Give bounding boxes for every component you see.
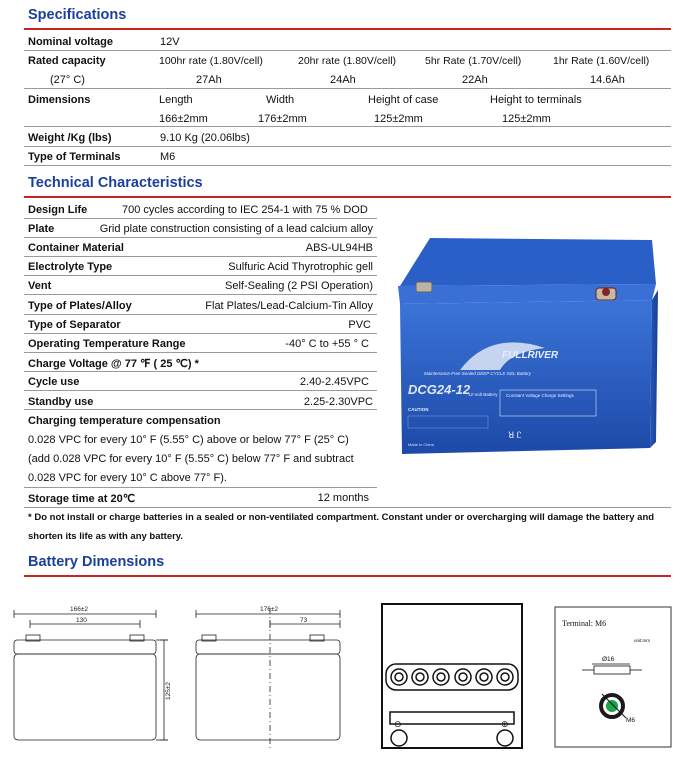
container-value: ABS-UL94HB	[305, 242, 373, 254]
battery-brand: FULLRIVER	[502, 350, 559, 361]
plates-alloy-value: Flat Plates/Lead-Calcium-Tin Alloy	[205, 300, 373, 312]
nominal-voltage-label: Nominal voltage	[28, 36, 113, 48]
terminal-label: Terminal: M6	[562, 619, 607, 628]
plus-icon: ⊕	[501, 720, 509, 730]
design-life-label: Design Life	[28, 204, 88, 216]
side-view-drawing	[190, 600, 360, 755]
minus-icon: ⊖	[394, 720, 402, 730]
weight-label: Weight /Kg (lbs)	[28, 132, 112, 144]
dim-height-case-value: 125±2mm	[374, 113, 423, 125]
electrolyte-value: Sulfuric Acid Thyrotrophic gell	[228, 261, 373, 273]
battery-lid	[400, 238, 656, 286]
title-rule	[24, 28, 671, 30]
battery-photo	[390, 230, 660, 466]
front-inner-width: 130	[76, 617, 87, 624]
spec-row-terminals	[24, 147, 671, 166]
weight-value: 9.10 Kg (20.06lbs)	[160, 132, 250, 144]
rate-100hr: 100hr rate (1.80V/cell)	[159, 55, 263, 67]
terminal-center-icon	[606, 700, 618, 712]
diameter-label: Ø16	[602, 656, 615, 663]
comp-line-2: (add 0.028 VPC for every 10° F (5.55° C) below 77° F and subtract	[28, 453, 354, 465]
dim-length-value: 166±2mm	[159, 113, 208, 125]
separator-label: Type of Separator	[28, 319, 121, 331]
vent-label: Vent	[28, 280, 52, 292]
standby-use-label: Standby use	[28, 396, 94, 408]
front-height: 125±2	[165, 681, 172, 700]
spec-row-weight	[24, 128, 671, 147]
plate-label: Plate	[28, 223, 55, 235]
dim-width-label: Width	[266, 94, 295, 106]
container-label: Container Material	[28, 242, 124, 254]
separator-value: PVC	[348, 319, 371, 331]
note-line-1: * Do not install or charge batteries in a sealed or non-ventilated compartment. Constant under or overcharging will damage the battery and	[28, 512, 655, 523]
dim-height-case-label: Height of case	[368, 94, 439, 106]
nominal-voltage-value: 12V	[160, 36, 180, 48]
battery-made-in: Made in China	[408, 442, 434, 447]
top-view-drawing	[380, 602, 525, 752]
op-temp-label: Operating Temperature Range	[28, 338, 186, 350]
battery-setting-label: Constant Voltage Charge Settings	[506, 393, 574, 398]
rate-20hr: 20hr rate (1.80V/cell)	[298, 55, 397, 67]
spec-row-dimension-values	[24, 108, 671, 127]
battery-caution: CAUTION	[408, 407, 429, 412]
cycle-use-value: 2.40-2.45VPC	[299, 376, 369, 388]
design-life-value: 700 cycles according to IEC 254-1 with 75 % DOD	[122, 204, 368, 216]
dimensions-label: Dimensions	[28, 94, 91, 106]
rated-capacity-temp: (27° C)	[50, 74, 85, 86]
title-rule	[24, 575, 671, 577]
electrolyte-label: Electrolyte Type	[28, 261, 113, 273]
comp-line-3: 0.028 VPC for every 10° C above 77° F).	[28, 472, 227, 484]
dim-width-value: 176±2mm	[258, 113, 307, 125]
note-line-2: shorten its life as with any battery.	[28, 531, 184, 542]
battery-model: DCG24-12	[408, 382, 471, 397]
cap-5hr-value: 22Ah	[462, 74, 488, 86]
comp-line-1: 0.028 VPC for every 10° F (5.55° C) above or below 77° F (25° C)	[28, 434, 349, 446]
rated-capacity-label: Rated capacity	[28, 55, 106, 67]
side-inner-width: 73	[300, 617, 308, 624]
terminal-detail-drawing	[554, 606, 672, 748]
rate-5hr: 5hr Rate (1.70V/cell)	[425, 55, 522, 67]
specifications-title: Specifications	[28, 7, 127, 23]
battery-subtitle: Maintenance-Free Sealed DEEP CYCLE GEL Battery	[424, 371, 532, 376]
ul-mark-icon: ꓤ Ꮭ	[508, 430, 522, 440]
battery-voltage-label: 12-Volt Battery	[468, 392, 498, 397]
dimensions-title: Battery Dimensions	[28, 554, 165, 570]
terminal-negative-icon	[416, 282, 432, 292]
terminals-value: M6	[160, 151, 176, 163]
plates-alloy-label: Type of Plates/Alloy	[28, 300, 132, 312]
dim-height-terminals-label: Height to terminals	[490, 94, 582, 106]
cap-1hr-value: 14.6Ah	[590, 74, 625, 86]
front-total-width: 166±2	[70, 606, 89, 613]
dim-height-terminals-value: 125±2mm	[502, 113, 551, 125]
front-view-drawing	[6, 600, 181, 755]
storage-label: Storage time at 20℃	[28, 493, 136, 505]
note-divider	[24, 490, 671, 508]
op-temp-value: -40° C to +55 ° C	[285, 338, 369, 350]
terminals-label: Type of Terminals	[28, 151, 121, 163]
vent-value: Self-Sealing (2 PSI Operation)	[225, 280, 373, 292]
side-total-width: 176±2	[260, 606, 279, 613]
battery-body	[400, 300, 652, 454]
standby-use-value: 2.25-2.30VPC	[303, 396, 373, 408]
bolt-label: M6	[626, 717, 636, 724]
cap-20hr-value: 24Ah	[330, 74, 356, 86]
title-rule	[24, 196, 671, 198]
comp-label: Charging temperature compensation	[28, 415, 221, 427]
terminal-bolt-icon	[602, 288, 610, 296]
plate-value: Grid plate construction consisting of a lead calcium alloy	[99, 223, 373, 235]
charge-voltage-label: Charge Voltage @ 77 ℉ ( 25 ℃) *	[28, 358, 199, 370]
cap-100hr-value: 27Ah	[196, 74, 222, 86]
unit-label: unit:mm	[634, 638, 651, 643]
spec-row-voltage	[24, 32, 671, 51]
storage-value: 12 months	[317, 492, 369, 504]
technical-title: Technical Characteristics	[28, 175, 203, 191]
cycle-use-label: Cycle use	[28, 376, 80, 388]
dim-length-label: Length	[159, 94, 193, 106]
rate-1hr: 1hr Rate (1.60V/cell)	[553, 55, 650, 67]
